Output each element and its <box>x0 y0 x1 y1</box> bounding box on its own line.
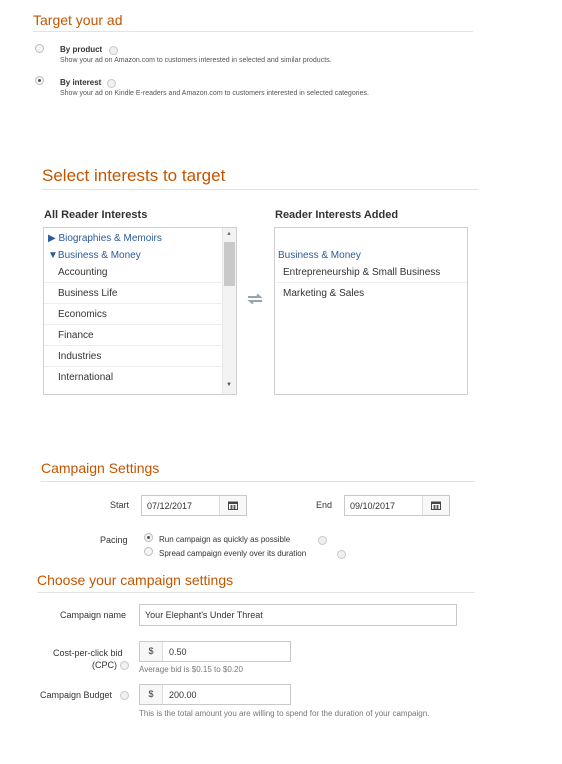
added-interests-header: Reader Interests Added <box>275 209 399 221</box>
pacing-even-label[interactable]: Spread campaign evenly over its duration <box>159 549 307 558</box>
budget-hint: This is the total amount you are willing to spend for the duration of your campaign. <box>139 709 430 718</box>
scrollbar-thumb[interactable] <box>224 242 235 286</box>
scrollbar[interactable] <box>222 228 236 394</box>
budget-value: 200.00 <box>169 690 197 700</box>
pacing-quick-radio[interactable] <box>144 533 153 542</box>
target-title: Target your ad <box>33 12 123 28</box>
end-label: End <box>316 500 333 510</box>
cpc-label-abbr: (CPC) <box>92 660 117 670</box>
calendar-button[interactable] <box>422 496 449 515</box>
added-category-business-money: Business & Money <box>278 250 361 261</box>
list-item[interactable]: Marketing & Sales <box>283 288 365 299</box>
currency-symbol: $ <box>140 685 163 704</box>
list-item[interactable]: Accounting <box>44 262 222 283</box>
by-product-radio[interactable] <box>35 44 44 53</box>
scroll-up-icon[interactable]: ▲ <box>226 231 232 237</box>
pacing-label: Pacing <box>100 535 128 545</box>
end-date-value: 09/10/2017 <box>350 501 396 511</box>
info-icon[interactable] <box>107 79 116 88</box>
pacing-even-radio[interactable] <box>144 547 153 556</box>
all-interests-header: All Reader Interests <box>44 209 148 221</box>
campaign-name-label: Campaign name <box>60 610 127 620</box>
added-interests-list[interactable] <box>274 227 468 395</box>
start-date-input[interactable] <box>141 495 247 516</box>
cpc-bid-input[interactable] <box>139 641 291 662</box>
budget-label: Campaign Budget <box>40 690 113 700</box>
start-label: Start <box>110 500 130 510</box>
end-date-input[interactable] <box>344 495 450 516</box>
interests-title: Select interests to target <box>42 166 226 185</box>
divider <box>42 189 478 190</box>
campaign-name-value: Your Elephant's Under Threat <box>145 610 263 620</box>
divider <box>33 31 473 32</box>
by-interest-label[interactable]: By interest <box>60 78 102 87</box>
all-interests-list[interactable] <box>43 227 237 395</box>
by-interest-desc: Show your ad on Kindle E-readers and Amazon.com to customers interested in selected categories. <box>60 90 369 97</box>
list-item[interactable]: Industries <box>44 346 222 367</box>
list-item[interactable]: Finance <box>44 325 222 346</box>
cpc-label: Cost-per-click bid <box>53 648 123 658</box>
calendar-icon <box>431 501 441 510</box>
list-item[interactable]: Economics <box>44 304 222 325</box>
list-item[interactable]: Business Life <box>44 283 222 304</box>
start-date-value: 07/12/2017 <box>147 501 193 511</box>
by-product-label[interactable]: By product <box>60 45 103 54</box>
info-icon[interactable] <box>120 661 129 670</box>
info-icon[interactable] <box>318 536 327 545</box>
campaign-name-input[interactable] <box>139 604 457 626</box>
divider <box>37 592 475 593</box>
divider <box>41 481 475 482</box>
info-icon[interactable] <box>120 691 129 700</box>
list-item[interactable]: International <box>58 372 114 383</box>
category-business-money[interactable]: ▼Business & Money <box>48 250 141 261</box>
currency-symbol: $ <box>140 642 163 661</box>
category-biographies[interactable]: ▶ Biographies & Memoirs <box>48 233 162 244</box>
calendar-button[interactable] <box>219 496 246 515</box>
pacing-quick-label[interactable]: Run campaign as quickly as possible <box>159 535 291 544</box>
cpc-value: 0.50 <box>169 647 187 657</box>
by-product-desc: Show your ad on Amazon.com to customers interested in selected and similar products. <box>60 57 332 64</box>
budget-input[interactable] <box>139 684 291 705</box>
calendar-icon <box>228 501 238 510</box>
transfer-arrows-icon[interactable] <box>246 292 264 304</box>
scroll-down-icon[interactable]: ▼ <box>226 382 232 388</box>
info-icon[interactable] <box>337 550 346 559</box>
campaign-settings-title: Campaign Settings <box>41 460 160 476</box>
list-item[interactable]: Entrepreneurship & Small Business <box>275 262 467 283</box>
by-interest-radio[interactable] <box>35 76 44 85</box>
cpc-hint: Average bid is $0.15 to $0.20 <box>139 665 243 674</box>
info-icon[interactable] <box>109 46 118 55</box>
choose-settings-title: Choose your campaign settings <box>37 572 234 588</box>
